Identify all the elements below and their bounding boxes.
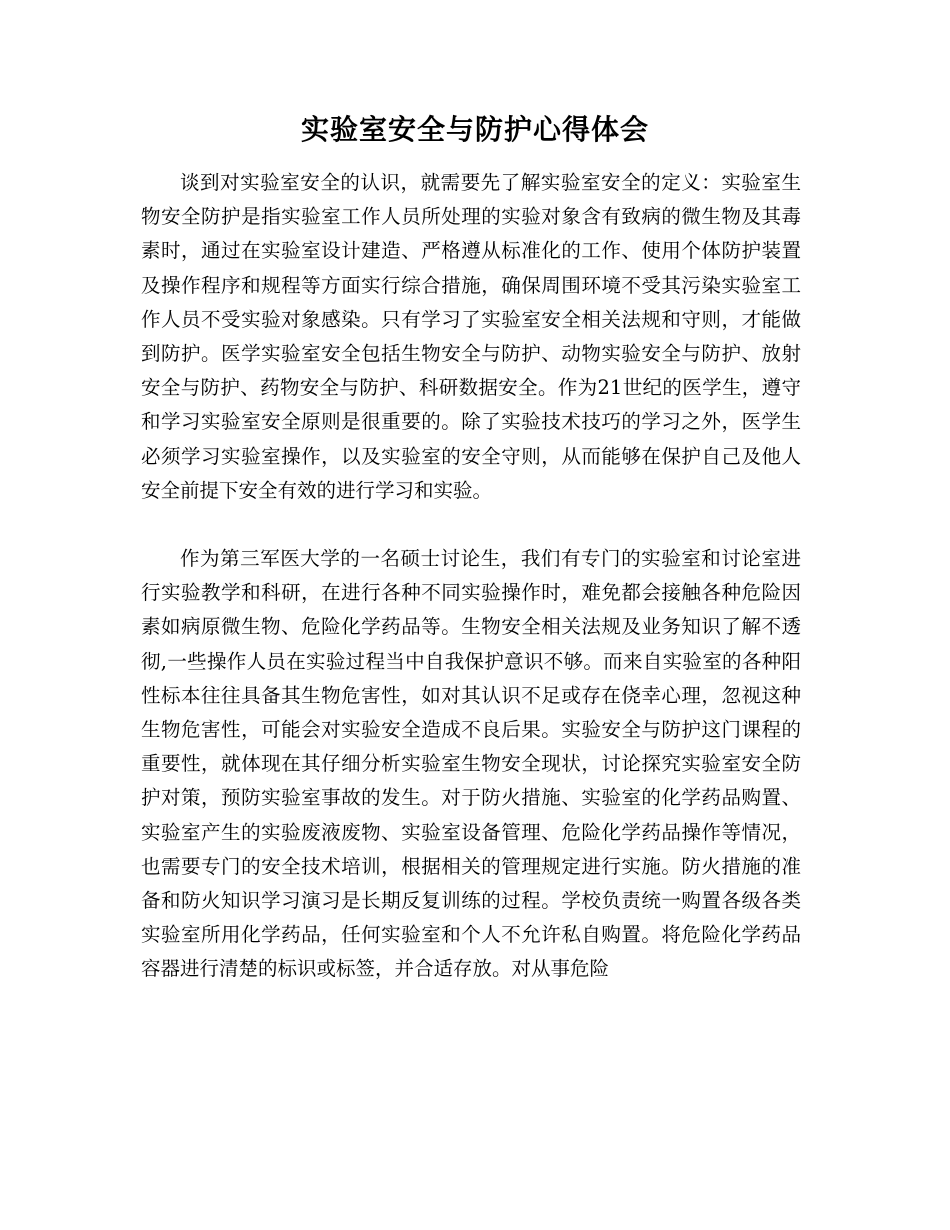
document-body [141,166,801,987]
paragraph-2: 作为第三军医大学的一名硕士讨论生，我们有专门的实验室和讨论室进行实验教学和科研，在进行各种不同实验操作时，难免都会接触各种危险因素如病原微生物、危险化学药品等。生物安全相关法规及业务知识了解不透彻,一些操作人员在实验过程当中自我保护意识不够。而来自实验室的各种阳性标本往往具备其生物危害性，如对其认识不足或存在侥幸心理，忽视这种生物危害性，可能会对实验安全造成不良后果。实验安全与防护这门课程的重要性，就体现在其仔细分析实验室生物安全现状，讨论探究实验室安全防护对策，预防实验室事故的发生。对于防火措施、实验室的化学药品购置、实验室产生的实验废液废物、实验室设备管理、危险化学药品操作等情况，也需要专门的安全技术培训，根据相关的管理规定进行实施。防火措施的准备和防火知识学习演习是长期反复训练的过程。学校负责统一购置各级各类实验室所用化学药品，任何实验室和个人不允许私自购置。将危险化学药品容器进行清楚的标识或标签，并合适存放。对从事危险 [141,547,801,981]
paragraph-1: 谈到对实验室安全的认识，就需要先了解实验室安全的定义：实验室生物安全防护是指实验室工作人员所处理的实验对象含有致病的微生物及其毒素时，通过在实验室设计建造、严格遵从标准化的工作、使用个体防护装置及操作程序和规程等方面实行综合措施，确保周围环境不受其污染实验室工作人员不受实验对象感染。只有学习了实验室安全相关法规和守则，才能做到防护。医学实验室安全包括生物安全与防护、动物实验安全与防护、放射安全与防护、药物安全与防护、科研数据安全。作为21世纪的医学生，遵守和学习实验室安全原则是很重要的。除了实验技术技巧的学习之外，医学生必须学习实验室操作，以及实验室的安全守则，从而能够在保护自己及他人安全前提下安全有效的进行学习和实验。 [141,171,801,502]
document-title: 实验室安全与防护心得体会 [300,113,649,146]
